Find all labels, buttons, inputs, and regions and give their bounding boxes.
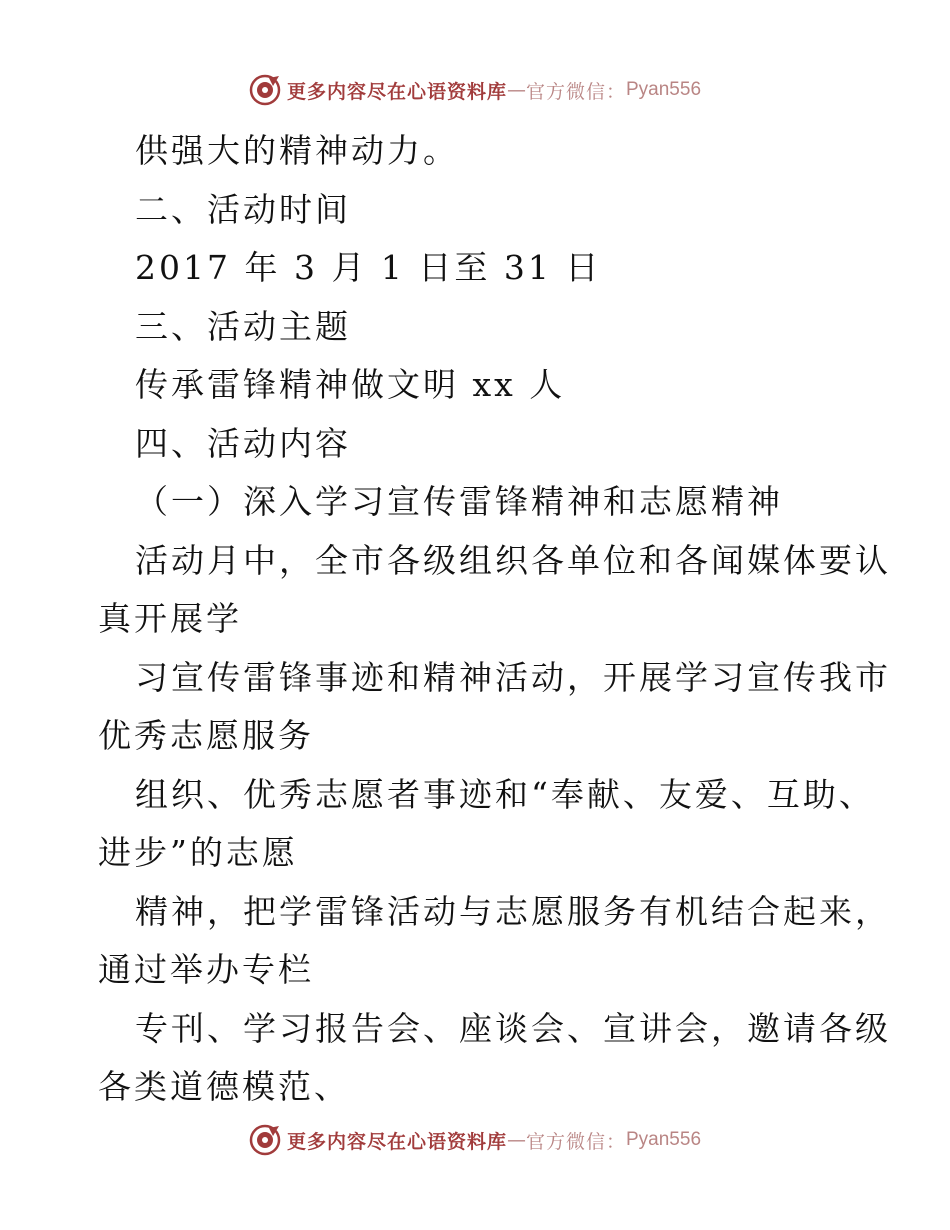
paragraph-line: 传承雷锋精神做文明 xx 人 [135, 365, 566, 404]
watermark-separator: — [506, 79, 526, 101]
paragraph-line: 2017 年 3 月 1 日至 31 日 [135, 248, 602, 287]
paragraph-line: 专刊、学习报告会、座谈会、宣讲会，邀请各级 [135, 1008, 891, 1048]
watermark-wechat-id: Pyan556 [626, 1129, 702, 1150]
watermark-wechat-label: 官方微信： [525, 1130, 626, 1153]
paragraph-line: 优秀志愿服务 [98, 716, 314, 755]
watermark-separator: — [506, 1129, 526, 1151]
paragraph-line: 通过举办专栏 [98, 950, 314, 989]
watermark-brand: 更多内容尽在心语资料库 [286, 80, 507, 103]
header-watermark [0, 74, 950, 106]
document-body [98, 122, 891, 1117]
paragraph-line: 习宣传雷锋事迹和精神活动，开展学习宣传我市 [135, 657, 891, 697]
paragraph-line: 活动月中，全市各级组织各单位和各闻媒体要认 [135, 540, 891, 580]
paragraph-line: 精神，把学雷锋活动与志愿服务有机结合起来， [135, 891, 891, 931]
watermark-wechat-label: 官方微信： [525, 80, 626, 103]
quill-logo-icon [249, 1124, 281, 1156]
paragraph-line: （一）深入学习宣传雷锋精神和志愿精神 [135, 482, 783, 521]
watermark-wechat-id: Pyan556 [626, 79, 702, 100]
paragraph-line: 进步”的志愿 [98, 833, 298, 872]
paragraph-line: 二、活动时间 [135, 189, 351, 229]
paragraph-line: 各类道德模范、 [98, 1067, 350, 1106]
footer-watermark [0, 1124, 950, 1156]
paragraph-line: 四、活动内容 [135, 423, 351, 463]
paragraph-line: 供强大的精神动力。 [135, 131, 459, 170]
paragraph-line: 三、活动主题 [135, 306, 351, 346]
watermark-brand: 更多内容尽在心语资料库 [286, 1130, 507, 1153]
paragraph-line: 真开展学 [98, 599, 242, 638]
paragraph-line: 组织、优秀志愿者事迹和“奉献、友爱、互助、 [135, 774, 875, 814]
quill-logo-icon [249, 74, 281, 106]
